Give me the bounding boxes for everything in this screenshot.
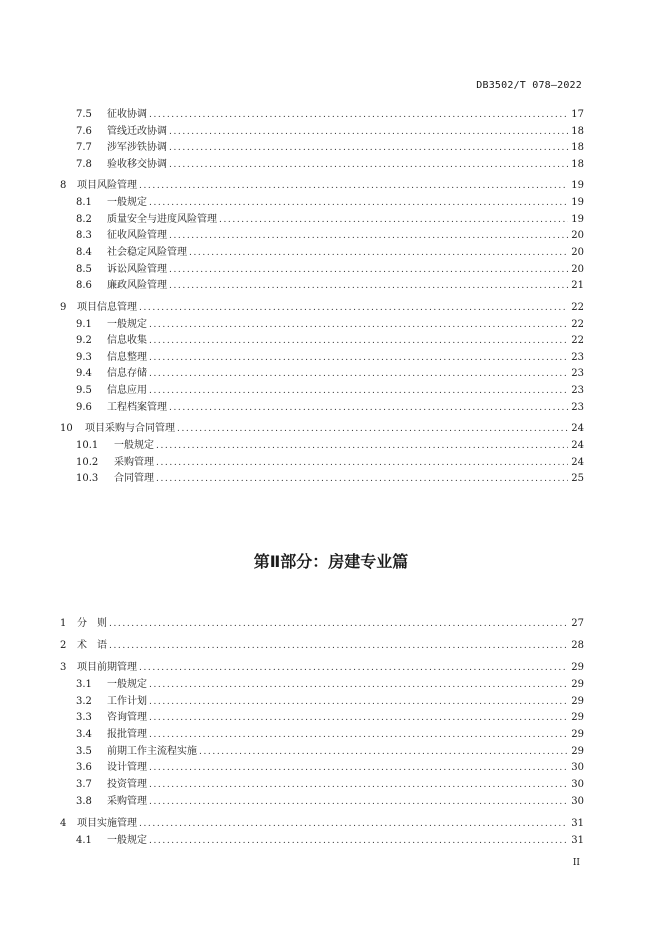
toc-entry-page: 31	[571, 835, 584, 846]
toc-entry[interactable]	[60, 617, 584, 631]
toc-entry-page: 21	[571, 280, 584, 291]
toc-dot-leader	[149, 695, 568, 709]
toc-entry-page: 22	[571, 302, 584, 313]
toc-entry-page: 19	[571, 214, 584, 225]
toc-entry-number: 1	[60, 618, 67, 629]
toc-entry-title: 一般规定	[107, 679, 147, 690]
toc-entry-page: 29	[571, 746, 584, 757]
toc-entry-page: 20	[571, 264, 584, 275]
toc-entry-title: 涉军涉铁协调	[107, 142, 167, 153]
toc-entry[interactable]	[60, 678, 584, 692]
toc-entry[interactable]	[60, 834, 584, 848]
toc-entry-title: 项目信息管理	[77, 302, 137, 313]
toc-dot-leader	[139, 179, 568, 193]
toc-dot-leader	[169, 279, 568, 293]
toc-entry[interactable]	[60, 711, 584, 725]
toc-entry[interactable]	[60, 384, 584, 398]
toc-entry[interactable]	[60, 279, 584, 293]
toc-entry-number: 8.1	[76, 197, 92, 208]
toc-entry-page: 24	[571, 457, 584, 468]
toc-dot-leader	[219, 213, 568, 227]
toc-dot-leader	[109, 617, 568, 631]
toc-dot-leader	[139, 817, 568, 831]
toc-entry[interactable]	[60, 639, 584, 653]
toc-entry[interactable]	[60, 318, 584, 332]
toc-entry-number: 7.5	[76, 109, 92, 120]
toc-dot-leader	[139, 661, 568, 675]
toc-entry-title: 投资管理	[107, 779, 147, 790]
toc-dot-leader	[156, 456, 568, 470]
toc-entry-title: 设计管理	[107, 762, 147, 773]
toc-dot-leader	[149, 761, 568, 775]
toc-entry-number: 9.5	[76, 385, 92, 396]
toc-entry-title: 项目采购与合同管理	[85, 423, 175, 434]
toc-entry-page: 23	[571, 402, 584, 413]
toc-entry-number: 3.8	[76, 796, 92, 807]
toc-entry-page: 28	[571, 640, 584, 651]
toc-entry-number: 9.1	[76, 319, 92, 330]
toc-entry[interactable]	[60, 456, 584, 470]
toc-entry-page: 19	[571, 180, 584, 191]
toc-entry-title: 信息应用	[107, 385, 147, 396]
toc-dot-leader	[149, 334, 568, 348]
toc-entry[interactable]	[60, 817, 584, 831]
toc-entry-number: 3.6	[76, 762, 92, 773]
toc-dot-leader	[149, 778, 568, 792]
toc-entry-number: 8.6	[76, 280, 92, 291]
toc-entry-title: 信息存储	[107, 368, 147, 379]
toc-dot-leader	[149, 711, 568, 725]
part-heading: 第Ⅱ部分：房建专业篇	[253, 552, 409, 571]
toc-dot-leader	[149, 196, 568, 210]
toc-entry-number: 10.2	[76, 457, 99, 468]
toc-entry-title: 征收协调	[107, 109, 147, 120]
toc-entry-number: 7.6	[76, 126, 92, 137]
toc-entry[interactable]	[60, 401, 584, 415]
toc-entry-number: 10.3	[76, 473, 99, 484]
toc-entry[interactable]	[60, 439, 584, 453]
toc-entry-title: 项目风险管理	[77, 180, 137, 191]
toc-entry-title: 分 则	[77, 618, 107, 629]
toc-entry-number: 8.4	[76, 247, 92, 258]
toc-entry-title: 项目前期管理	[77, 662, 137, 673]
toc-entry[interactable]	[60, 246, 584, 260]
toc-dot-leader	[149, 367, 568, 381]
toc-entry-page: 30	[571, 779, 584, 790]
toc-entry-title: 前期工作主流程实施	[107, 746, 197, 757]
toc-entry-page: 23	[571, 368, 584, 379]
toc-entry[interactable]	[60, 422, 584, 436]
toc-entry-page: 20	[571, 247, 584, 258]
toc-dot-leader	[156, 439, 568, 453]
toc-entry[interactable]	[60, 125, 584, 139]
toc-entry-page: 18	[571, 126, 584, 137]
toc-entry-title: 诉讼风险管理	[107, 264, 167, 275]
toc-entry[interactable]	[60, 745, 584, 759]
toc-entry-title: 术 语	[77, 640, 107, 651]
toc-entry-number: 10.1	[76, 440, 99, 451]
toc-entry-title: 咨询管理	[107, 712, 147, 723]
toc-entry-number: 9.6	[76, 402, 92, 413]
toc-entry-title: 采购管理	[114, 457, 154, 468]
toc-entry-page: 25	[571, 473, 584, 484]
toc-entry-page: 19	[571, 197, 584, 208]
toc-entry[interactable]	[60, 213, 584, 227]
toc-entry[interactable]	[60, 263, 584, 277]
toc-entry-page: 17	[571, 109, 584, 120]
toc-entry[interactable]	[60, 472, 584, 486]
toc-entry[interactable]	[60, 179, 584, 193]
toc-dot-leader	[169, 158, 568, 172]
toc-entry-title: 工程档案管理	[107, 402, 167, 413]
toc-entry-number: 4.1	[76, 835, 92, 846]
toc-entry-title: 社会稳定风险管理	[107, 247, 187, 258]
toc-entry[interactable]	[60, 728, 584, 742]
toc-dot-leader	[139, 301, 568, 315]
toc-entry-page: 22	[571, 319, 584, 330]
toc-entry-number: 4	[60, 818, 67, 829]
toc-entry-page: 23	[571, 352, 584, 363]
toc-dot-leader	[199, 745, 568, 759]
toc-dot-leader	[169, 263, 568, 277]
toc-entry-title: 质量安全与进度风险管理	[107, 214, 217, 225]
toc-entry-number: 3.1	[76, 679, 92, 690]
toc-entry[interactable]	[60, 695, 584, 709]
toc-entry-number: 2	[60, 640, 67, 651]
toc-dot-leader	[169, 401, 568, 415]
toc-entry[interactable]	[60, 196, 584, 210]
toc-entry-title: 信息收集	[107, 335, 147, 346]
toc-entry[interactable]	[60, 229, 584, 243]
toc-entry-number: 9.3	[76, 352, 92, 363]
toc-entry-title: 项目实施管理	[77, 818, 137, 829]
toc-entry-number: 8.2	[76, 214, 92, 225]
toc-dot-leader	[149, 318, 568, 332]
toc-entry-page: 24	[571, 423, 584, 434]
toc-dot-leader	[156, 472, 568, 486]
toc-entry-title: 一般规定	[114, 440, 154, 451]
toc-entry[interactable]	[60, 795, 584, 809]
toc-entry-number: 9	[60, 302, 67, 313]
toc-entry-number: 8.3	[76, 230, 92, 241]
toc-entry-page: 30	[571, 796, 584, 807]
toc-entry-number: 3.4	[76, 729, 92, 740]
toc-entry-page: 27	[571, 618, 584, 629]
toc-entry-page: 29	[571, 696, 584, 707]
document-code: DB3502/T 078—2022	[476, 80, 582, 91]
toc-entry-title: 验收移交协调	[107, 159, 167, 170]
toc-dot-leader	[149, 728, 568, 742]
toc-dot-leader	[169, 229, 568, 243]
toc-entry-number: 3	[60, 662, 67, 673]
toc-entry-title: 合同管理	[114, 473, 154, 484]
toc-entry-page: 23	[571, 385, 584, 396]
toc-entry-page: 30	[571, 762, 584, 773]
toc-entry-number: 3.2	[76, 696, 92, 707]
toc-dot-leader	[149, 795, 568, 809]
toc-entry-number: 9.4	[76, 368, 92, 379]
toc-entry-page: 20	[571, 230, 584, 241]
toc-dot-leader	[189, 246, 568, 260]
toc-entry-number: 3.5	[76, 746, 92, 757]
toc-entry[interactable]	[60, 301, 584, 315]
toc-entry-title: 工作计划	[107, 696, 147, 707]
toc-dot-leader	[169, 125, 568, 139]
toc-entry-title: 管线迁改协调	[107, 126, 167, 137]
toc-entry-number: 8.5	[76, 264, 92, 275]
toc-entry-page: 29	[571, 679, 584, 690]
toc-dot-leader	[109, 639, 568, 653]
toc-entry-number: 9.2	[76, 335, 92, 346]
toc-entry-title: 征收风险管理	[107, 230, 167, 241]
toc-entry-title: 报批管理	[107, 729, 147, 740]
toc-dot-leader	[149, 351, 568, 365]
toc-entry-title: 一般规定	[107, 319, 147, 330]
toc-entry-page: 18	[571, 142, 584, 153]
toc-entry[interactable]	[60, 778, 584, 792]
toc-entry-title: 一般规定	[107, 197, 147, 208]
toc-dot-leader	[149, 108, 568, 122]
page-number: II	[572, 858, 580, 868]
toc-entry[interactable]	[60, 334, 584, 348]
toc-entry[interactable]	[60, 158, 584, 172]
toc-entry-number: 7.8	[76, 159, 92, 170]
toc-entry-title: 信息整理	[107, 352, 147, 363]
toc-entry-page: 29	[571, 662, 584, 673]
toc-dot-leader	[149, 678, 568, 692]
toc-entry-page: 29	[571, 712, 584, 723]
toc-dot-leader	[169, 141, 568, 155]
toc-dot-leader	[177, 422, 568, 436]
toc-entry-page: 18	[571, 159, 584, 170]
toc-entry-number: 10	[60, 423, 73, 434]
toc-entry[interactable]	[60, 761, 584, 775]
toc-entry-title: 采购管理	[107, 796, 147, 807]
toc-entry-page: 24	[571, 440, 584, 451]
toc-dot-leader	[149, 834, 568, 848]
toc-entry-page: 22	[571, 335, 584, 346]
toc-entry-number: 7.7	[76, 142, 92, 153]
toc-entry-number: 3.3	[76, 712, 92, 723]
toc-entry[interactable]	[60, 367, 584, 381]
toc-entry[interactable]	[60, 351, 584, 365]
toc-entry[interactable]	[60, 108, 584, 122]
toc-entry-title: 廉政风险管理	[107, 280, 167, 291]
toc-entry-title: 一般规定	[107, 835, 147, 846]
toc-entry[interactable]	[60, 661, 584, 675]
toc-entry-number: 8	[60, 180, 67, 191]
toc-entry-page: 31	[571, 818, 584, 829]
toc-dot-leader	[149, 384, 568, 398]
toc-entry-number: 3.7	[76, 779, 92, 790]
toc-entry-page: 29	[571, 729, 584, 740]
toc-entry[interactable]	[60, 141, 584, 155]
